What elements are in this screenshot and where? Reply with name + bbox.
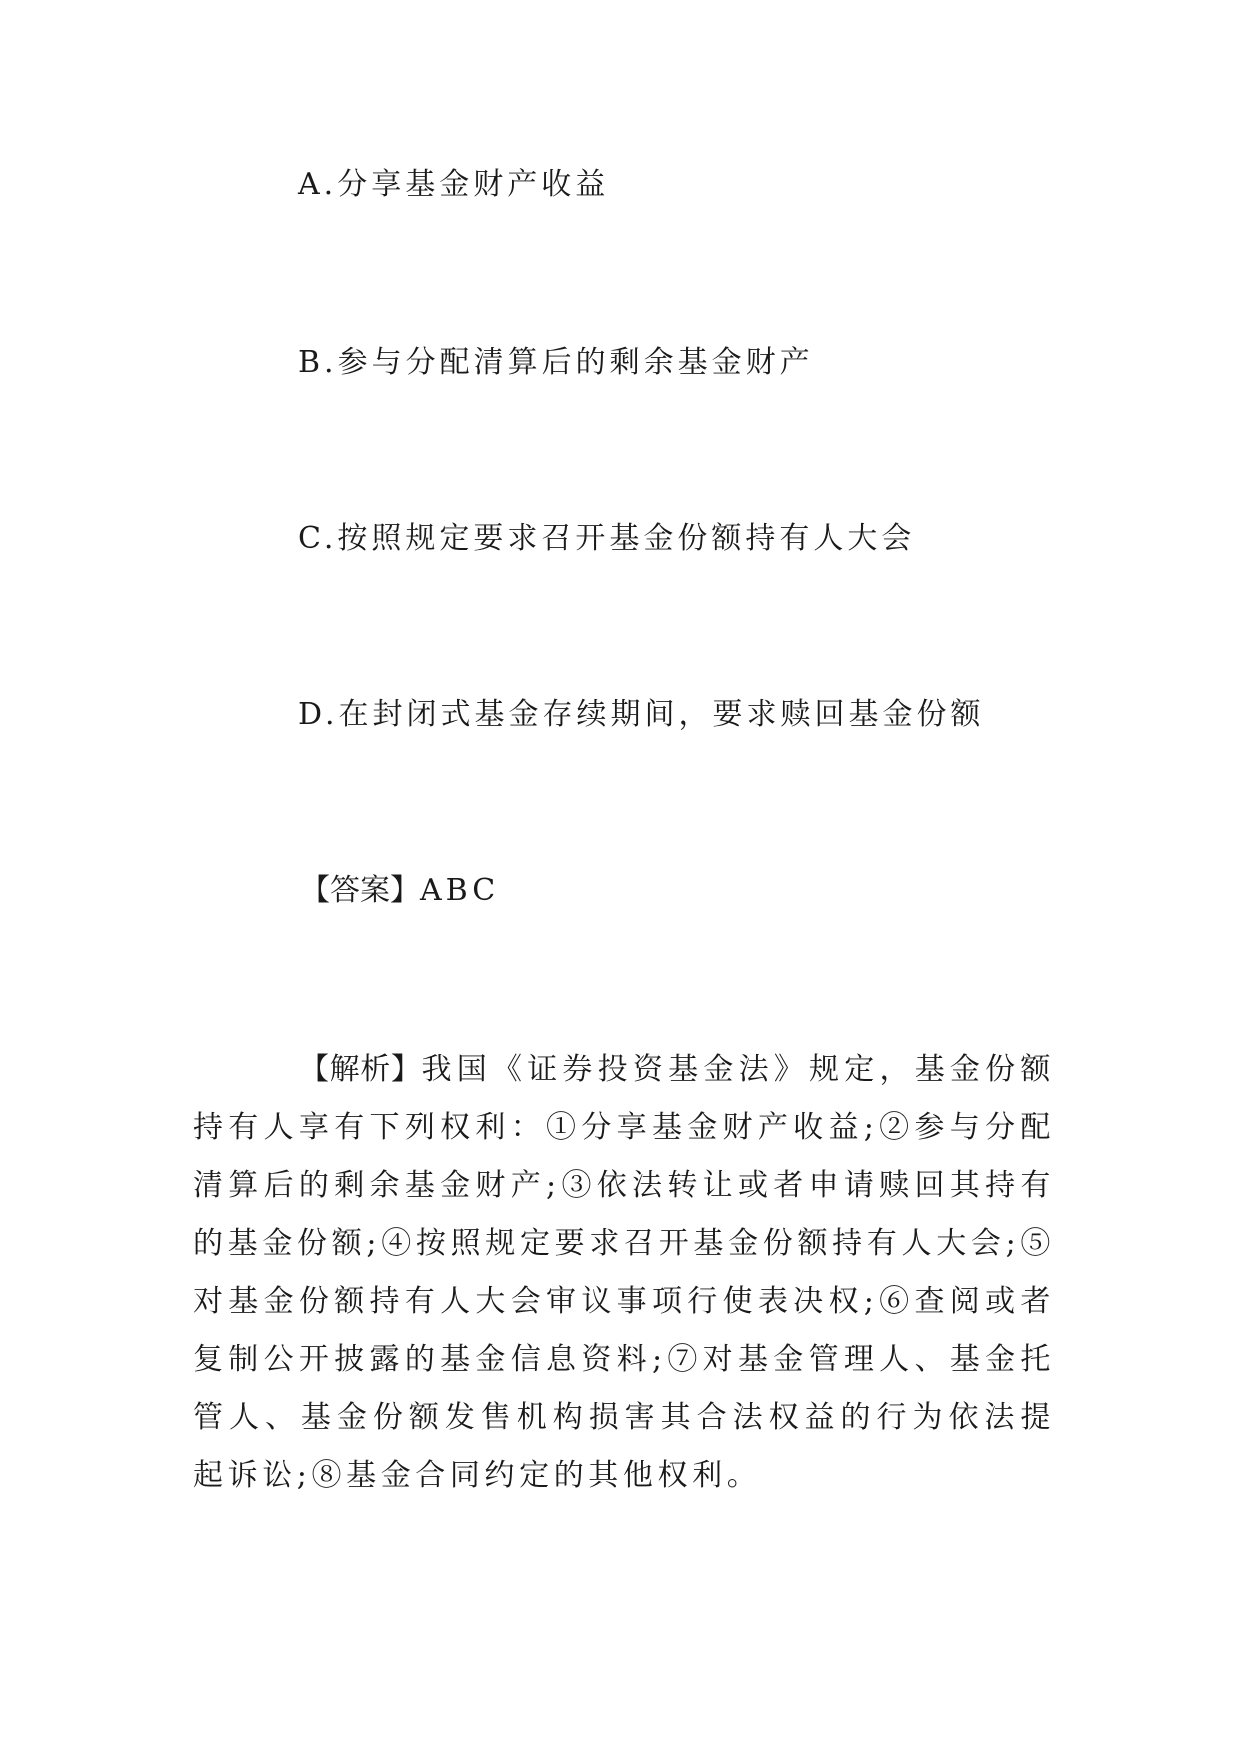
option-d: D.在封闭式基金存续期间，要求赎回基金份额 xyxy=(298,697,985,732)
answer-line xyxy=(300,871,499,911)
analysis-paragraph xyxy=(193,1041,1055,1505)
option-b: B.参与分配清算后的剩余基金财产 xyxy=(298,345,814,380)
option-a: A.分享基金财产收益 xyxy=(298,167,610,202)
answer-value: ABC xyxy=(420,873,500,908)
analysis-text: 我国《证券投资基金法》规定，基金份额持有人享有下列权利：①分享基金财产收益;②参与分配清算后的剩余基金财产;③依法转让或者申请赎回其持有的基金份额;④按照规定要求召开基金份额持有人大会;⑤对基金份额持有人大会审议事项行使表决权;⑥查阅或者复制公开披露的基金信息资料;⑦对基金管理人、基金托管人、基金份额发售机构损害其合法权益的行为依法提起诉讼;⑧基金合同约定的其他权利。 xyxy=(193,1052,1055,1493)
option-c: C.按照规定要求召开基金份额持有人大会 xyxy=(298,521,916,556)
answer-label: 【答案】 xyxy=(300,873,420,908)
analysis-label: 【解析】 xyxy=(299,1052,422,1087)
